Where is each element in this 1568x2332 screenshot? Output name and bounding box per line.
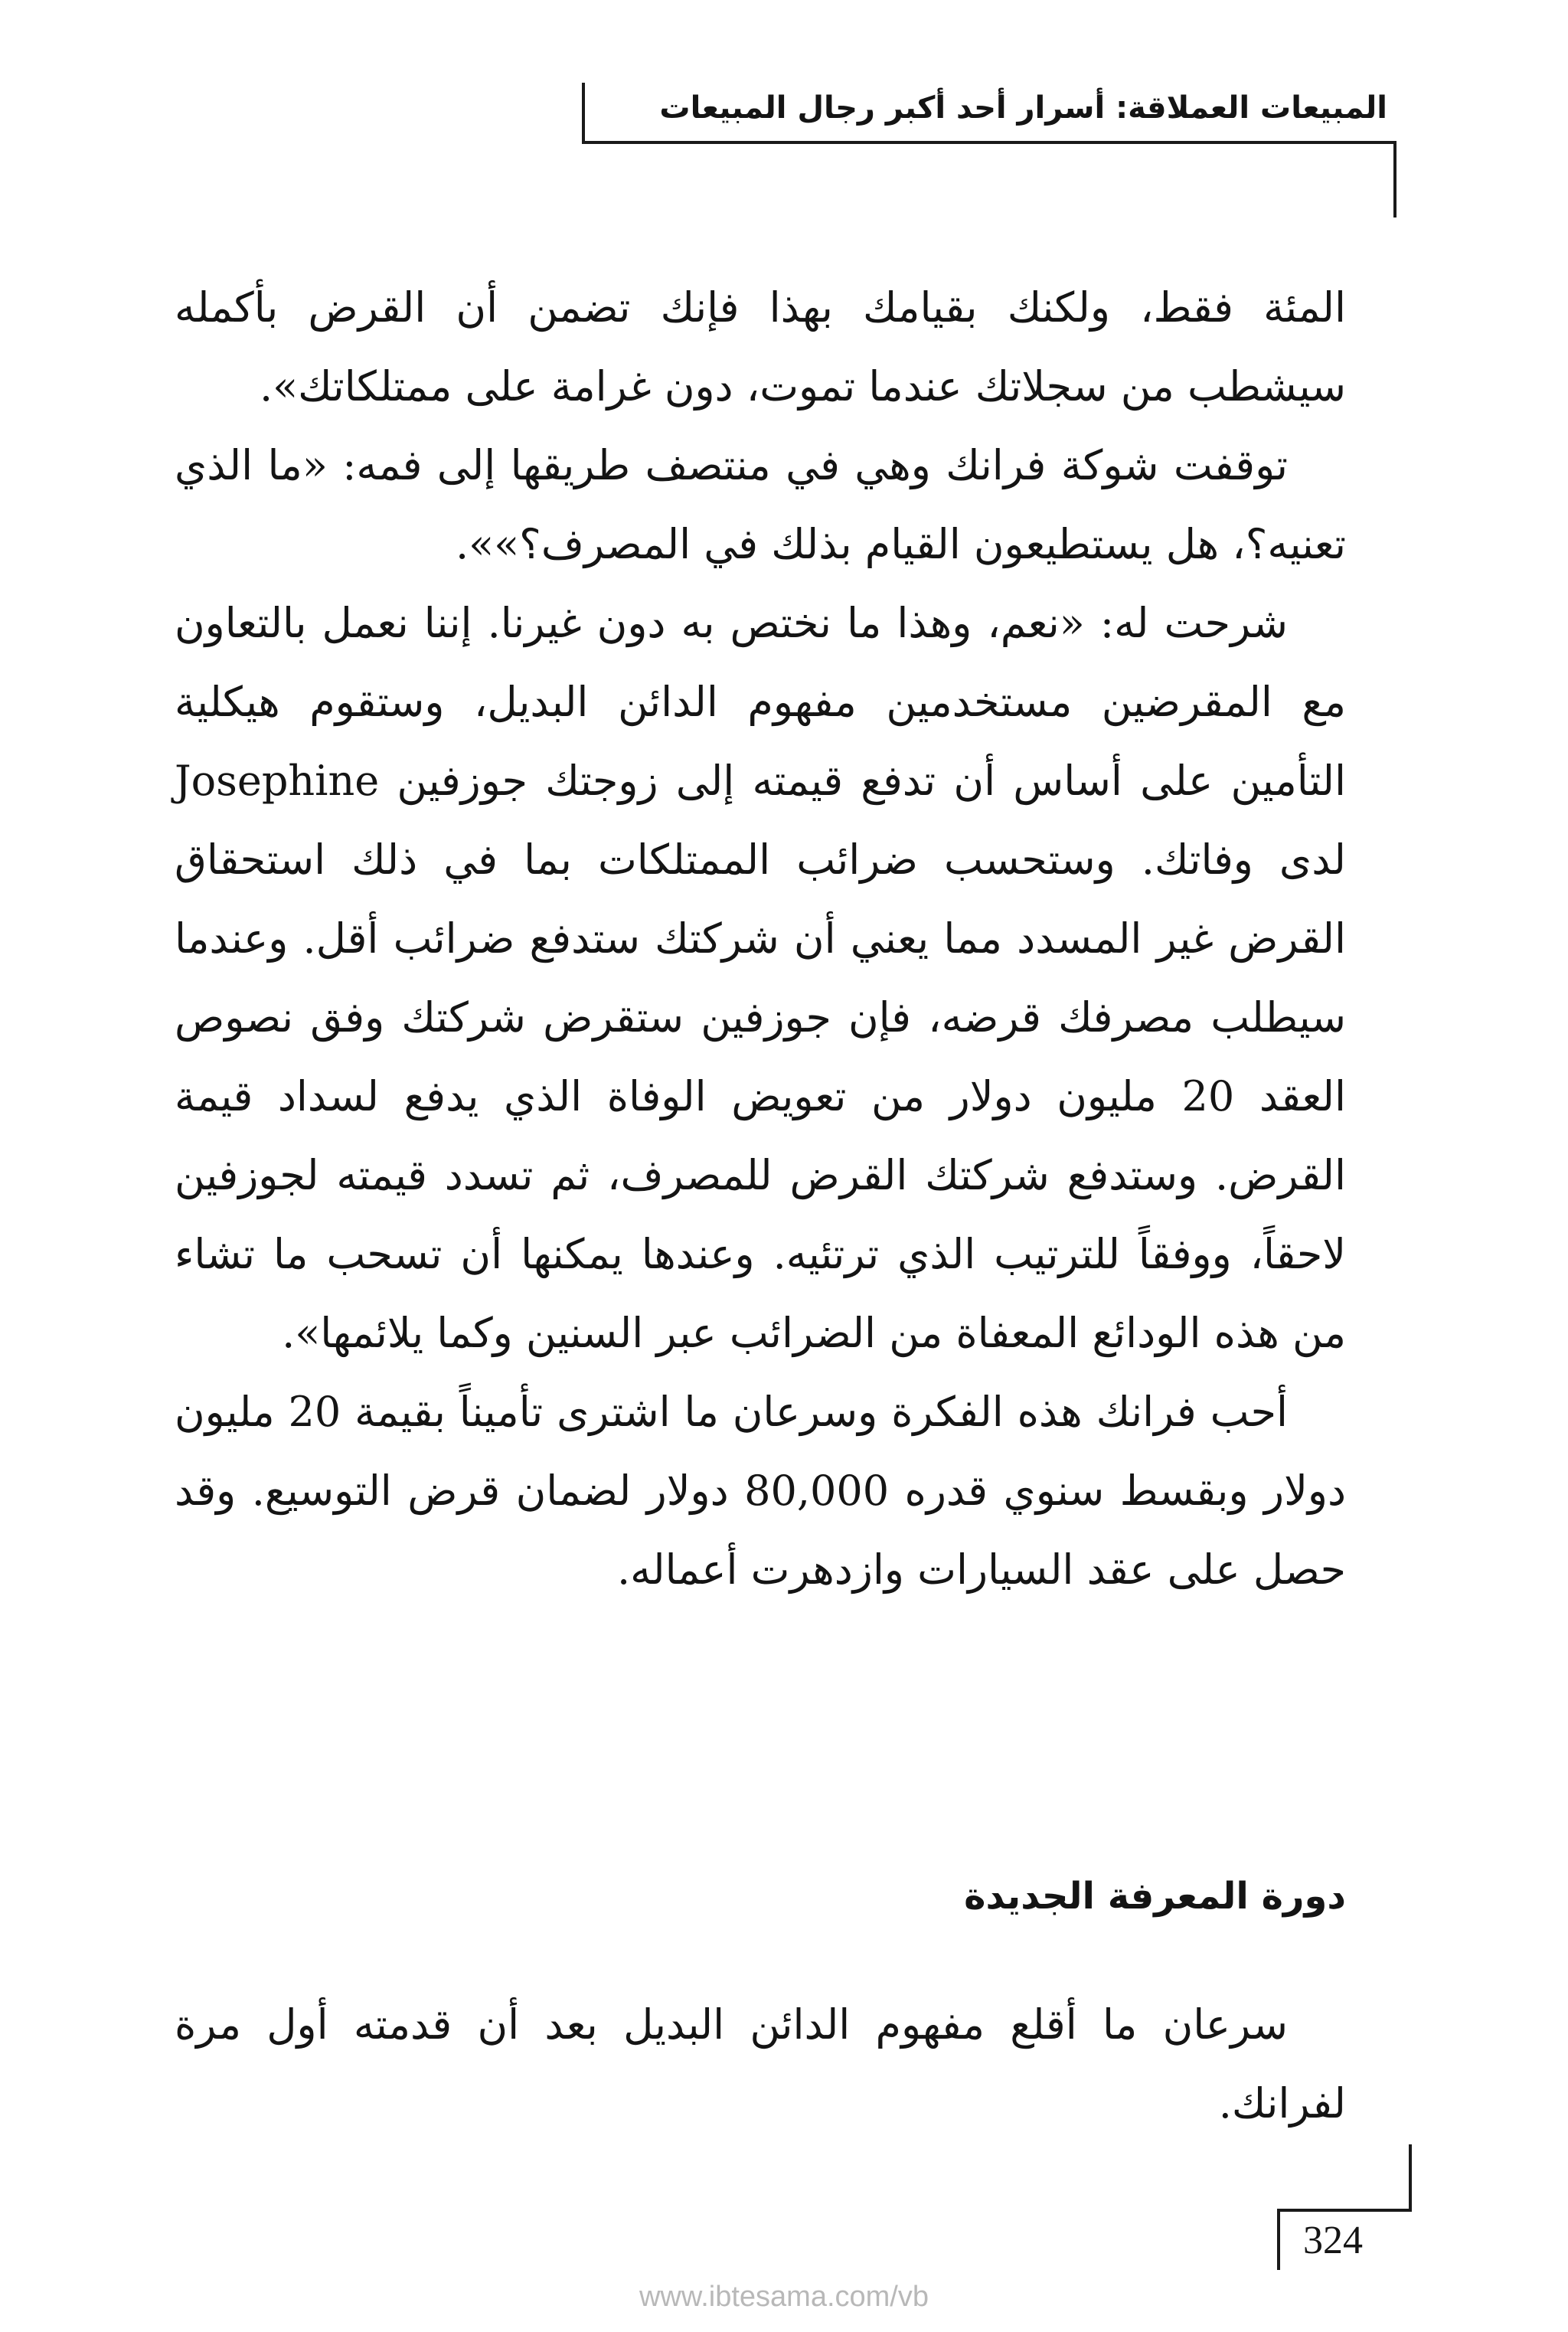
page-number-box	[1277, 2209, 1412, 2270]
body-text	[175, 268, 1346, 1609]
page-number: 324	[1303, 2219, 1363, 2262]
running-header	[582, 83, 1396, 144]
watermark-url: www.ibtesama.com/vb	[639, 2281, 929, 2313]
header-rule-vertical	[1393, 141, 1396, 218]
running-header-title: المبيعات العملاقة: أسرار أحد أكبر رجال المبيعات	[659, 90, 1387, 126]
paragraph-3: شرحت له: «نعم، وهذا ما نختص به دون غيرنا. إننا نعمل بالتعاون مع المقرضين مستخدمين مفهوم الدائن البديل، وستقوم هيكلية التأمين على أساس أن تدفع قيمته إلى زوجتك جوزفين Josephine لدى وفاتك. وستحسب ضرائب الممتلكات بما في ذلك استحقاق القرض غير المسدد مما يعني أن شركتك ستدفع ضرائب أقل. وعندما سيطلب مصرفك قرضه، فإن جوزفين ستقرض شركتك وفق نصوص العقد 20 مليون دولار من تعويض الوفاة الذي يدفع لسداد قيمة القرض. وستدفع شركتك القرض للمصرف، ثم تسدد قيمته لجوزفين لاحقاً، ووفقاً للترتيب الذي ترتئيه. وعندها يمكنها أن تسحب ما تشاء من هذه الودائع المعفاة من الضرائب عبر السنين وكما يلائمها».	[175, 599, 1346, 1357]
page-number-rule	[1409, 2144, 1412, 2212]
paragraph-1: المئة فقط، ولكنك بقيامك بهذا فإنك تضمن أن القرض بأكمله سيشطب من سجلاتك عندما تموت، دون غرامة على ممتلكاتك».	[175, 283, 1346, 410]
section-body-text	[175, 1985, 1346, 2143]
paragraph-2: توقفت شوكة فرانك وهي في منتصف طريقها إلى فمه: «ما الذي تعنيه؟، هل يستطيعون القيام بذلك في المصرف؟»».	[175, 441, 1346, 568]
section-heading: دورة المعرفة الجديدة	[964, 1875, 1346, 1918]
section-paragraph-1: سرعان ما أقلع مفهوم الدائن البديل بعد أن قدمته أول مرة لفرانك.	[175, 2000, 1346, 2128]
paragraph-4: أحب فرانك هذه الفكرة وسرعان ما اشترى تأميناً بقيمة 20 مليون دولار وبقسط سنوي قدره 80,000 دولار لضمان قرض التوسيع. وقد حصل على عقد السيارات وازدهرت أعماله.	[175, 1388, 1346, 1594]
